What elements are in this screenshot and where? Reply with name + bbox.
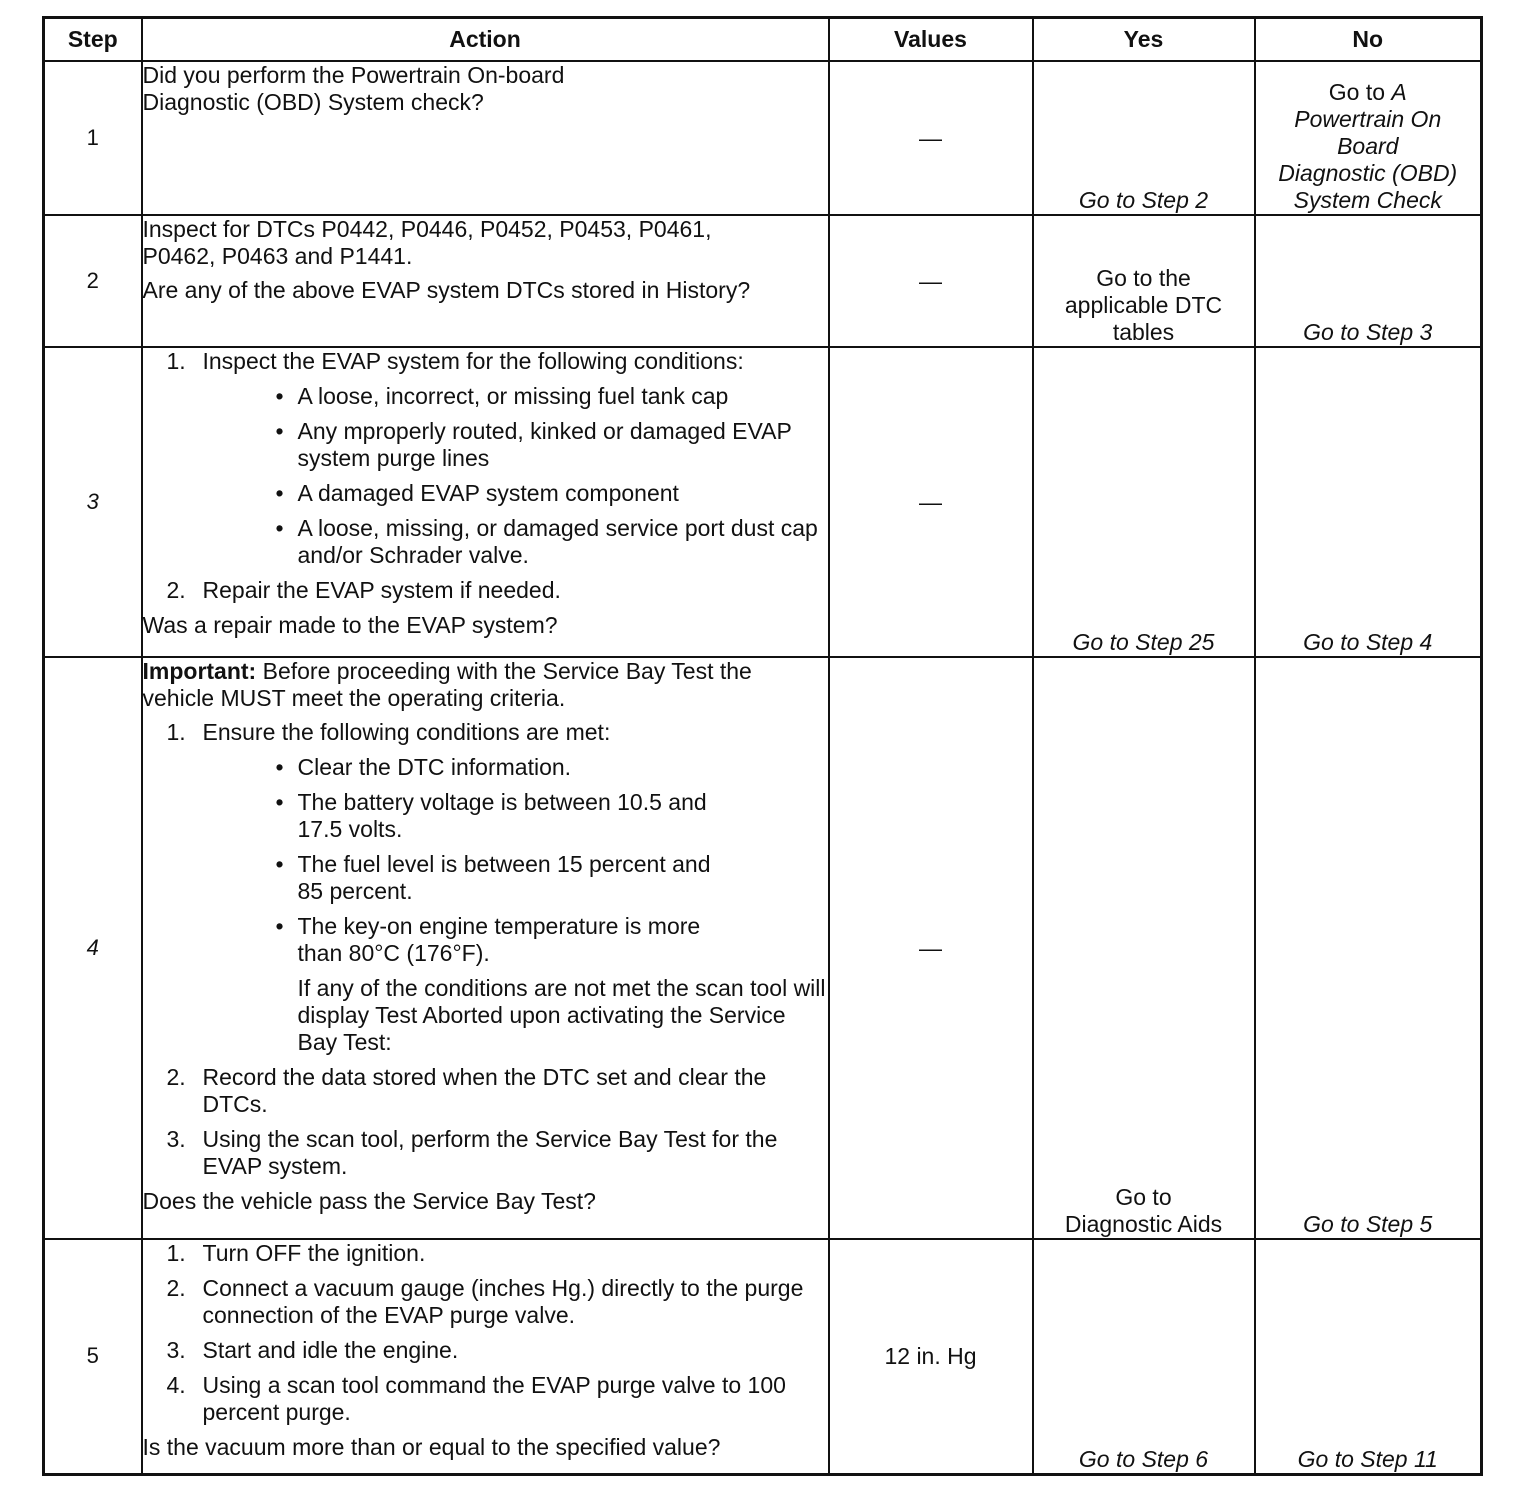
no-cell[interactable]: Go to Step 5	[1255, 657, 1482, 1239]
diagnostic-table	[42, 16, 1483, 1476]
bullet-item: • Clear the DTC information.	[203, 754, 738, 781]
list-item: 3. Using the scan tool, perform the Service Bay Test for the EVAP system.	[166, 1126, 778, 1179]
no-prefix: Go to	[1328, 79, 1386, 105]
question-text: Was a repair made to the EVAP system?	[142, 612, 558, 638]
no-link-line[interactable]: A	[1391, 79, 1407, 105]
table-row-step-2	[44, 215, 1482, 347]
yes-line: tables	[1112, 319, 1175, 345]
yes-cell[interactable]	[1033, 657, 1255, 1239]
no-link-line[interactable]: Board	[1337, 133, 1399, 159]
header-step: Step	[44, 18, 142, 62]
values-cell: —	[829, 215, 1033, 347]
bullet-item: • A damaged EVAP system component	[203, 480, 828, 507]
yes-line: Go to	[1115, 1184, 1172, 1210]
step-number: 2	[44, 215, 142, 347]
yes-line: Diagnostic Aids	[1064, 1211, 1223, 1237]
no-cell[interactable]	[1255, 61, 1482, 215]
header-no: No	[1255, 18, 1482, 62]
header-row	[44, 18, 1482, 62]
yes-line: Go to the	[1096, 265, 1191, 291]
instruction-text: Inspect for DTCs P0442, P0446, P0452, P0453, P0461, P0462, P0463 and P1441.	[142, 216, 712, 269]
list-item: 2. Repair the EVAP system if needed.	[166, 577, 561, 603]
table-row-step-5	[44, 1239, 1482, 1474]
values-cell: —	[829, 61, 1033, 215]
list-item: 1. Inspect the EVAP system for the following conditions: • A loose, incorrect, or missing fuel tank cap • Any mproperly routed, kinked or damaged EVAP system purge lines • A damaged EVAP system component • A loose, missing, or damaged service port dust cap and/or Schrader valve.	[143, 348, 828, 569]
no-link-line[interactable]: System Check	[1293, 187, 1442, 213]
yes-cell[interactable]: Go to Step 2	[1033, 61, 1255, 215]
bullet-item: • The key-on engine temperature is more than 80°C (176°F).	[203, 913, 738, 967]
action-cell	[142, 347, 829, 657]
important-note: Important: Before proceeding with the Service Bay Test the vehicle MUST meet the operating criteria.	[142, 658, 752, 711]
values-cell: —	[829, 347, 1033, 657]
numbered-list	[143, 719, 828, 1180]
header-yes: Yes	[1033, 18, 1255, 62]
action-cell	[142, 657, 829, 1239]
values-cell: 12 in. Hg	[829, 1239, 1033, 1474]
bullet-list	[203, 754, 828, 967]
bullet-item: • Any mproperly routed, kinked or damaged EVAP system purge lines	[203, 418, 828, 472]
bullet-item: • The fuel level is between 15 percent and 85 percent.	[203, 851, 738, 905]
question-line: Diagnostic (OBD) System check?	[142, 89, 484, 115]
yes-line: applicable DTC	[1064, 292, 1223, 318]
no-cell[interactable]: Go to Step 11	[1255, 1239, 1482, 1474]
question-line: Did you perform the Powertrain On-board	[142, 62, 565, 88]
bullet-item: • A loose, missing, or damaged service port dust cap and/or Schrader valve.	[203, 515, 828, 569]
no-link-line[interactable]: Powertrain On	[1294, 106, 1442, 132]
conditions-note: If any of the conditions are not met the scan tool will display Test Aborted upon activating the Service Bay Test:	[297, 975, 826, 1055]
question-text: Does the vehicle pass the Service Bay Test?	[142, 1188, 596, 1214]
yes-cell[interactable]: Go to Step 6	[1033, 1239, 1255, 1474]
action-cell	[142, 1239, 829, 1474]
no-cell[interactable]: Go to Step 4	[1255, 347, 1482, 657]
list-item: 3. Start and idle the engine.	[166, 1337, 459, 1363]
table-row-step-1	[44, 61, 1482, 215]
step-number: 4	[44, 657, 142, 1239]
question-text: Are any of the above EVAP system DTCs stored in History?	[142, 277, 751, 303]
header-action: Action	[142, 18, 829, 62]
step-number: 1	[44, 61, 142, 215]
yes-cell[interactable]: Go to Step 25	[1033, 347, 1255, 657]
bullet-item: • A loose, incorrect, or missing fuel tank cap	[203, 383, 828, 410]
bullet-item: • The battery voltage is between 10.5 and 17.5 volts.	[203, 789, 738, 843]
table-row-step-3	[44, 347, 1482, 657]
step-number: 5	[44, 1239, 142, 1474]
list-item: 1. Turn OFF the ignition.	[166, 1240, 426, 1266]
list-item: 1. Ensure the following conditions are met: • Clear the DTC information. • The battery voltage is between 10.5 and 17.5 volts. • The fuel level is between 15 percent and 85 percent. • The key-on engine temperature is more than 80°C (176°F). If any of the conditions are not met the scan tool will display Test Aborted upon activating the Service Bay Test:	[143, 719, 828, 1056]
values-cell: —	[829, 657, 1033, 1239]
yes-cell[interactable]	[1033, 215, 1255, 347]
numbered-list	[143, 1240, 828, 1426]
step-number: 3	[44, 347, 142, 657]
list-item: 2. Connect a vacuum gauge (inches Hg.) directly to the purge connection of the EVAP purge valve.	[166, 1275, 804, 1328]
action-cell	[142, 215, 829, 347]
header-values: Values	[829, 18, 1033, 62]
list-item: 4. Using a scan tool command the EVAP purge valve to 100 percent purge.	[166, 1372, 786, 1425]
question-text: Is the vacuum more than or equal to the specified value?	[142, 1434, 721, 1460]
bullet-list	[203, 383, 828, 569]
no-link-line[interactable]: Diagnostic (OBD)	[1278, 160, 1458, 186]
numbered-list	[143, 348, 828, 604]
no-cell[interactable]: Go to Step 3	[1255, 215, 1482, 347]
action-cell	[142, 61, 829, 215]
table-row-step-4	[44, 657, 1482, 1239]
list-item: 2. Record the data stored when the DTC set and clear the DTCs.	[166, 1064, 767, 1117]
